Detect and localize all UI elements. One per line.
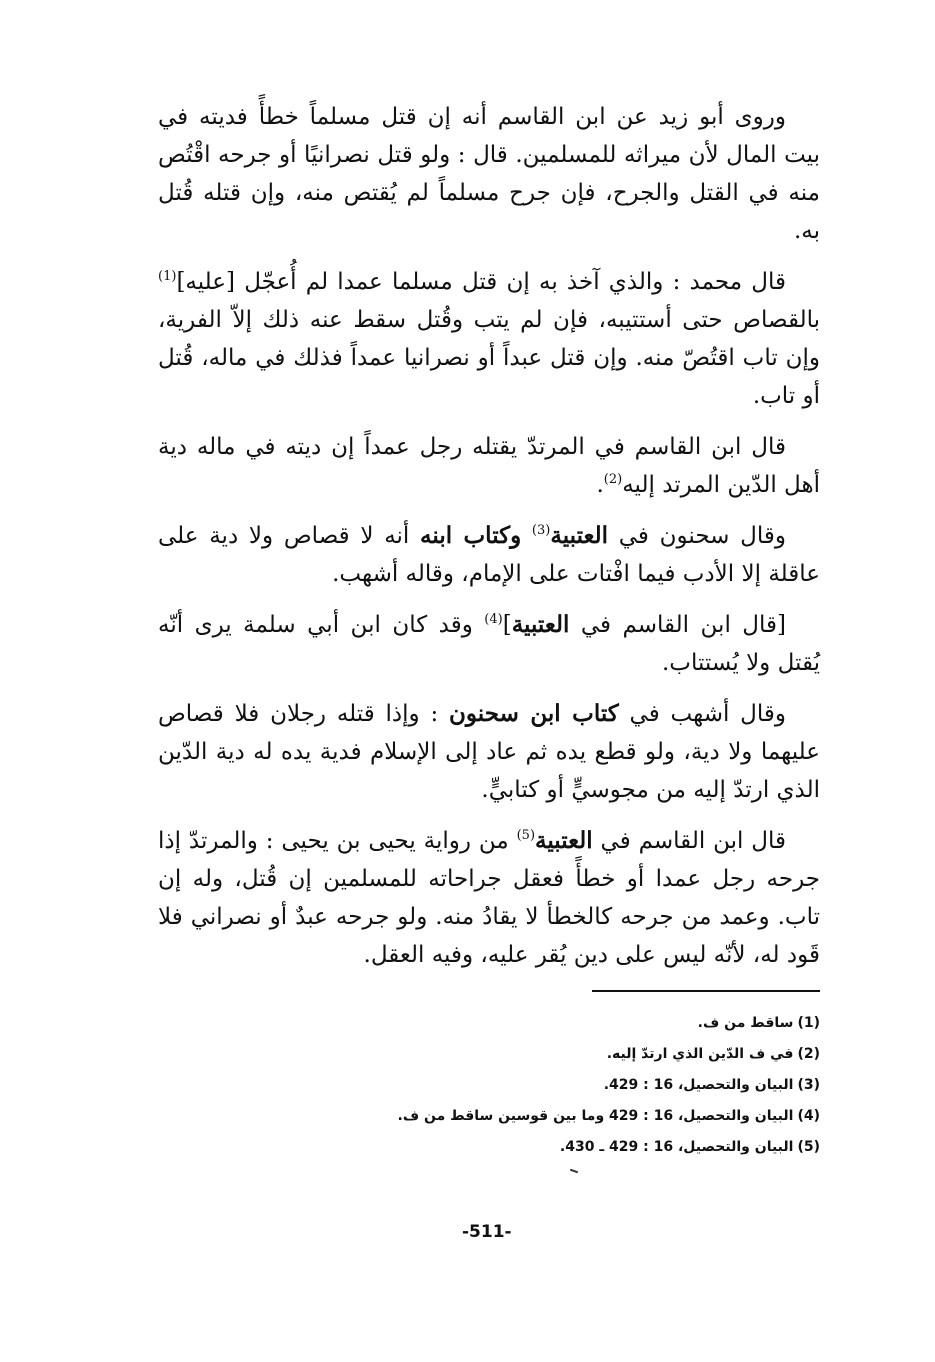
footnote-2-text: في ف الدّين الذي ارتدّ إليه. <box>606 1046 794 1062</box>
paragraph-1-text: وروى أبو زيد عن ابن القاسم أنه إن قتل مسلماً خطأً فديته في بيت المال لأن ميراثه للمسلمين. قال : ولو قتل نصرانيًا أو جرحه اقْتُص منه في القتل والجرح، فإن جرح مسلماً لم يُقتص منه، وإن قتله قُتل به. <box>158 104 820 244</box>
paragraph-3-text-a: قال ابن القاسم في المرتدّ يقتله رجل عمداً إن ديته في ماله دية أهل الدّين المرتد إليه <box>158 434 820 498</box>
paragraph-5-text-a: [قال ابن القاسم في <box>569 612 786 638</box>
book-title-utbiyya-3: العتبية <box>535 827 593 854</box>
paragraph-4-text-a: وقال سحنون في <box>608 523 787 549</box>
book-title-utbiyya: العتبية <box>550 522 609 549</box>
paragraph-7 <box>158 822 820 974</box>
footnote-ref-5: (5) <box>516 828 536 843</box>
footnote-ref-3: (3) <box>531 523 551 538</box>
footnote-1 <box>380 1008 820 1039</box>
paragraph-7-text-b: من رواية يحيى بن يحيى : والمرتدّ إذا جرحه رجل عمدا أو خطأً فعقل جراحاته للمسلمين إن قُتل، وله إن تاب. وعمد من جرحه كالخطأ لا يقادُ منه. ولو جرحه عبدٌ أو نصراني فلا قَود له، لأنّه ليس على دين يُقر عليه، وفيه العقل. <box>158 828 820 968</box>
footnote-ref-1: (1) <box>158 269 177 284</box>
paragraph-2-text-a: قال محمد : والذي آخذ به إن قتل مسلما عمدا لم أُعجّل [عليه] <box>176 269 786 295</box>
main-text <box>158 98 820 987</box>
paragraph-5-text-b: ] <box>502 612 512 638</box>
paragraph-4-text-c: أنه لا قصاص ولا دية على عاقلة إلا الأدب فيما افْتات على الإمام، وقاله أشهب. <box>158 523 820 587</box>
footnote-4-text: البيان والتحصيل، 16 : 429 وما بين قوسين ساقط من ف. <box>397 1108 794 1124</box>
footnote-ref-4: (4) <box>484 612 503 627</box>
paragraph-3-text-b: . <box>596 472 604 498</box>
paragraph-2 <box>158 263 820 415</box>
paragraph-6-text-a: وقال أشهب في <box>618 701 786 727</box>
book-title-utbiyya-2: العتبية <box>511 611 570 638</box>
footnote-5 <box>380 1132 820 1163</box>
footnote-1-text: ساقط من ف. <box>697 1015 794 1031</box>
footnote-2-number: (2) <box>797 1046 820 1062</box>
footnote-1-number: (1) <box>797 1015 820 1031</box>
footnote-3 <box>380 1070 820 1101</box>
paragraph-1 <box>158 98 820 250</box>
paragraph-4 <box>158 517 820 593</box>
paragraph-6-text-b: : وإذا قتله رجلان فلا قصاص عليهما ولا دية، ولو قطع يده ثم عاد إلى الإسلام فدية يده له دية الدّين الذي ارتدّ إليه من مجوسيٍّ أو كتابيٍّ. <box>158 701 820 803</box>
footnote-2 <box>380 1039 820 1070</box>
footnote-ref-2: (2) <box>603 472 623 487</box>
footnote-5-number: (5) <box>797 1139 820 1155</box>
book-title-kitab-ibn-sahnun: كتاب ابن سحنون <box>449 700 619 727</box>
footnote-4 <box>380 1101 820 1132</box>
footnote-divider <box>592 990 820 992</box>
scan-speck <box>570 1169 578 1174</box>
paragraph-6 <box>158 695 820 809</box>
paragraph-5 <box>158 606 820 682</box>
paragraph-3 <box>158 428 820 504</box>
footnote-4-number: (4) <box>797 1108 820 1124</box>
paragraph-5-text-c: وقد كان ابن أبي سلمة يرى أنّه يُقتل ولا يُستتاب. <box>158 612 820 676</box>
footnote-3-number: (3) <box>797 1077 820 1093</box>
paragraph-2-text-b: بالقصاص حتى أستتيبه، فإن لم يتب وقُتل سقط عنه ذلك إلاّ الفرية، وإن تاب اقتُصّ منه. وإن قتل عبداً أو نصرانيا عمداً فذلك في ماله، قُتل أو تاب. <box>158 307 820 409</box>
paragraph-4-text-b <box>521 523 532 549</box>
footnote-3-text: البيان والتحصيل، 16 : 429. <box>603 1077 794 1093</box>
paragraph-7-text-a: قال ابن القاسم في <box>592 828 786 854</box>
footnote-5-text: البيان والتحصيل، 16 : 429 ـ 430. <box>559 1139 794 1155</box>
page-number: -511- <box>462 1222 512 1242</box>
footnotes <box>380 1008 820 1163</box>
book-title-kitab-ibnih: وكتاب ابنه <box>420 522 522 549</box>
